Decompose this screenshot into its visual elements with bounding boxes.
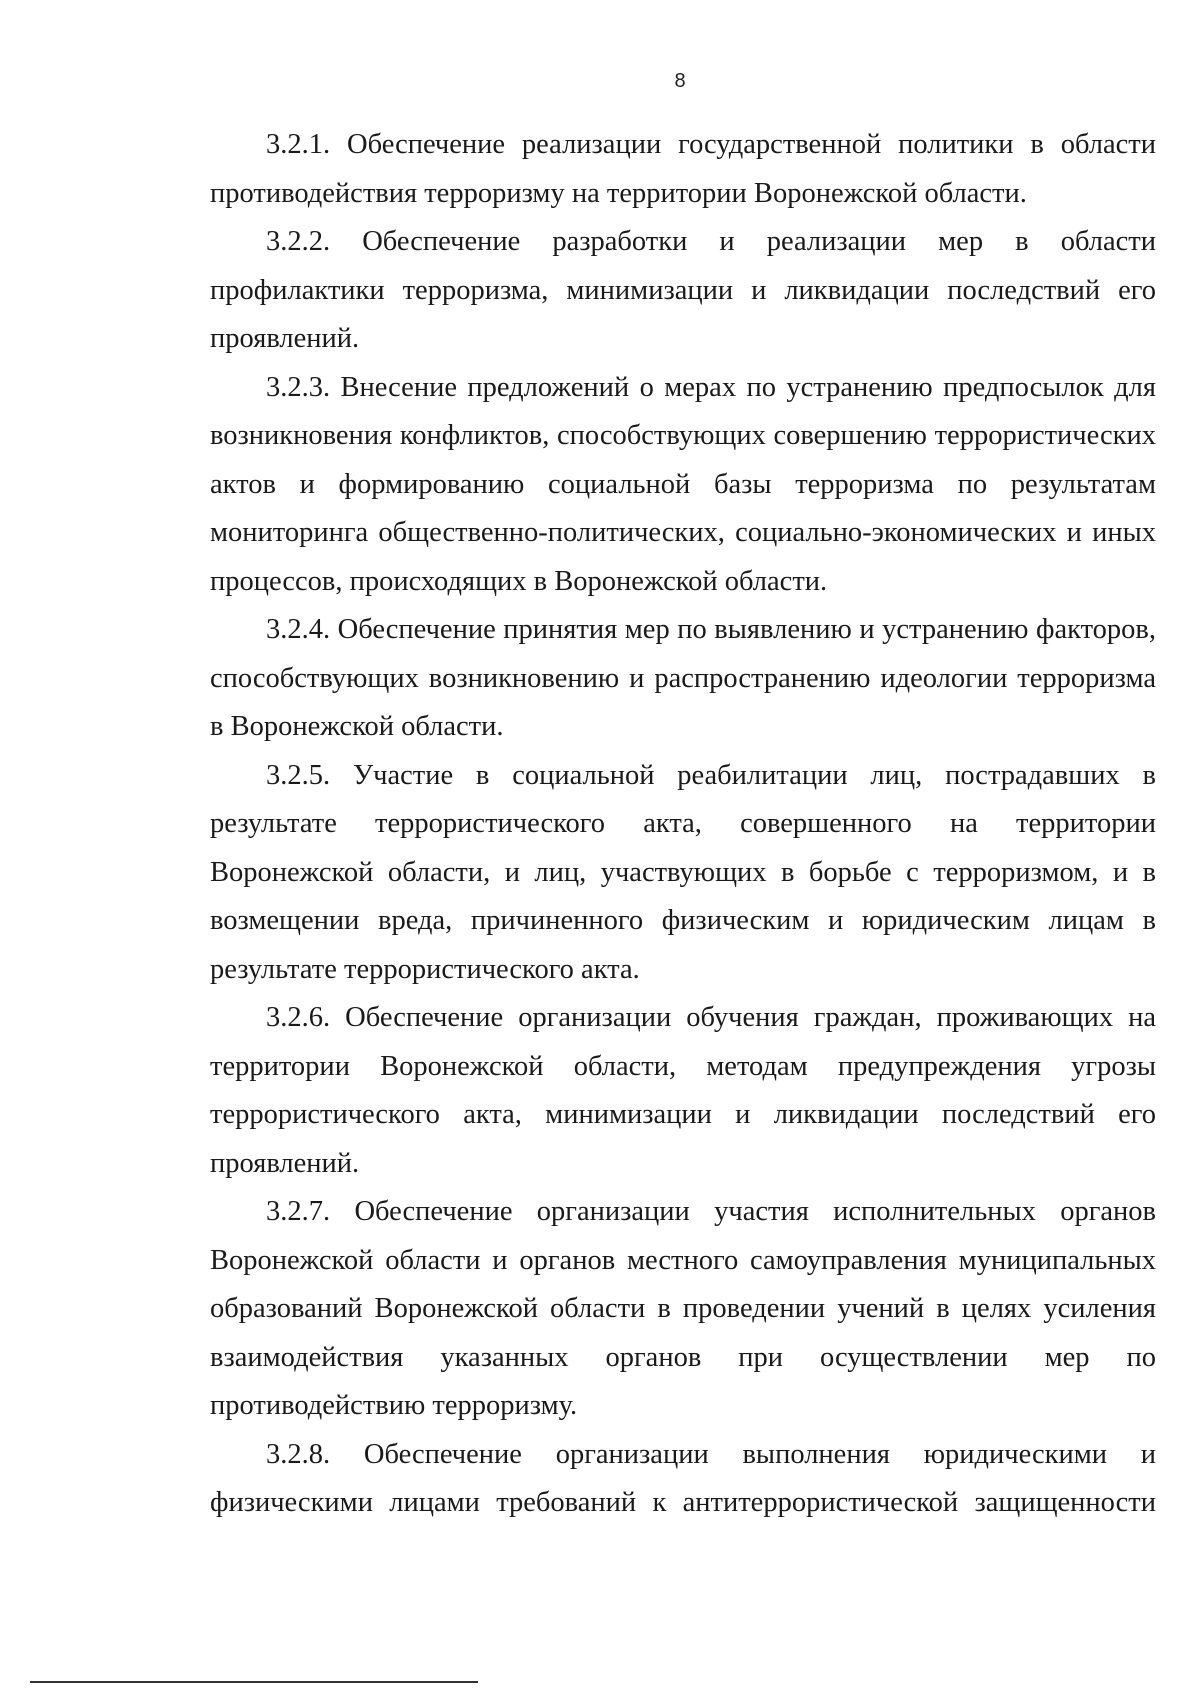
paragraph-3-2-2: 3.2.2. Обеспечение разработки и реализации мер в области профилактики терроризма, минимизации и ликвидации последствий его проявлений.	[210, 226, 1156, 354]
footer-divider	[30, 1681, 478, 1683]
paragraph-3-2-1: 3.2.1. Обеспечение реализации государственной политики в области противодействия терроризму на территории Воронежской области.	[210, 129, 1156, 209]
page-number: 8	[674, 70, 686, 92]
paragraph-3-2-4: 3.2.4. Обеспечение принятия мер по выявлению и устранению факторов, способствующих возникновению и распространению идеологии терроризма в Воронежской области.	[210, 614, 1156, 742]
document-body	[210, 121, 1156, 1528]
paragraph-3-2-5: 3.2.5. Участие в социальной реабилитации лиц, пострадавших в результате террористического акта, совершенного на территории Воронежской области, и лиц, участвующих в борьбе с терроризмом, и в возмещении вреда, причиненного физическим и юридическим лицам в результате террористического акта.	[210, 759, 1156, 985]
paragraph-3-2-3: 3.2.3. Внесение предложений о мерах по устранению предпосылок для возникновения конфликтов, способствующих совершению террористических актов и формированию социальной базы терроризма по результатам мониторинга общественно-политических, социально-экономических и иных процессов, происходящих в Воронежской области.	[210, 371, 1156, 597]
paragraph-3-2-7: 3.2.7. Обеспечение организации участия исполнительных органов Воронежской области и органов местного самоуправления муниципальных образований Воронежской области в проведении учений в целях усиления взаимодействия указанных органов при осуществлении мер по противодействию терроризму.	[210, 1196, 1156, 1421]
paragraph-3-2-6: 3.2.6. Обеспечение организации обучения граждан, проживающих на территории Воронежской области, методам предупреждения угрозы террористического акта, минимизации и ликвидации последствий его проявлений.	[210, 1002, 1156, 1179]
paragraph-3-2-8: 3.2.8. Обеспечение организации выполнения юридическими и физическими лицами требований к антитеррористической защищенности	[210, 1438, 1156, 1518]
